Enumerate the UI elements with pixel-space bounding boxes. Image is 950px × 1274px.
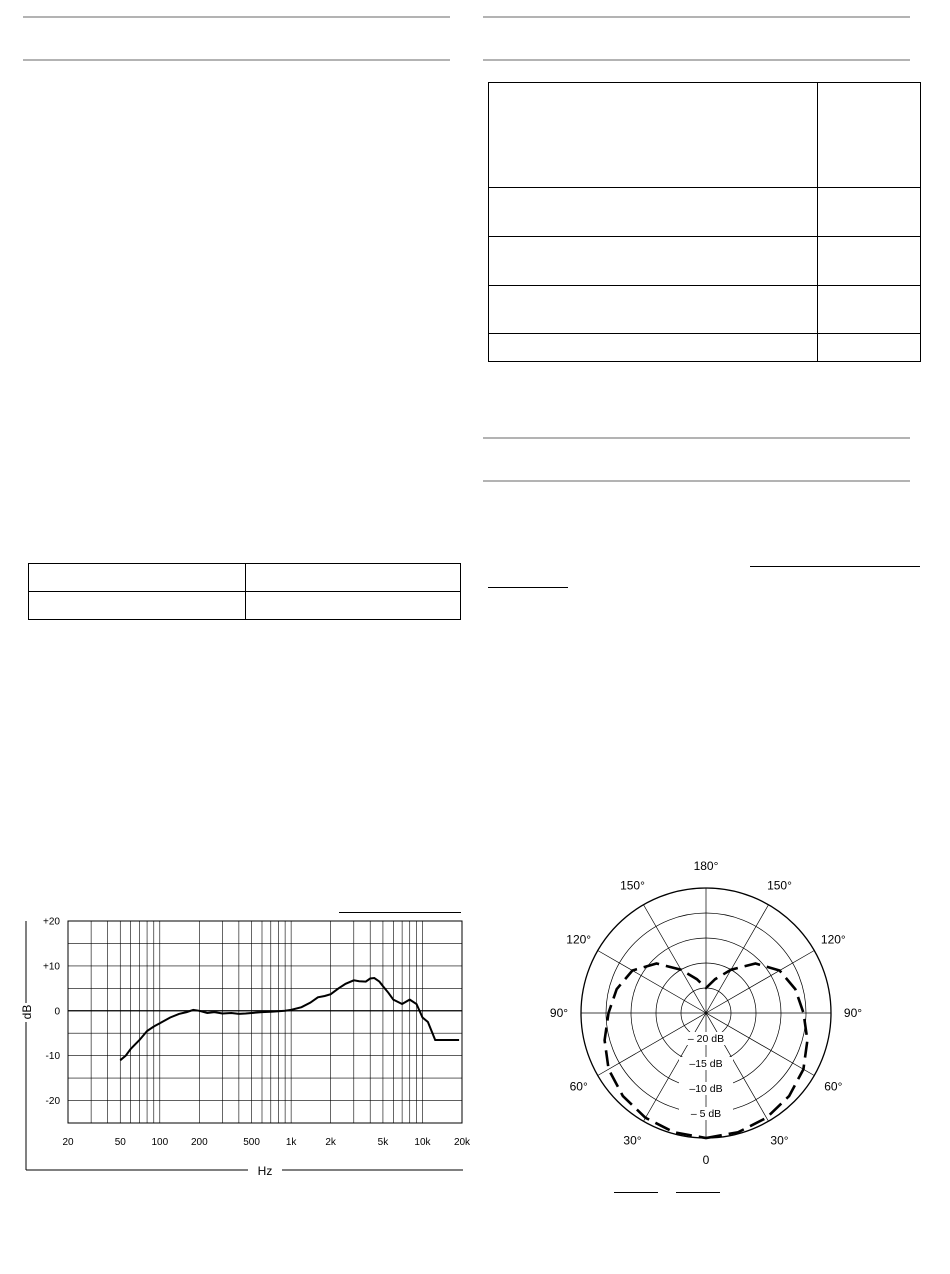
- polar-spoke: [644, 905, 707, 1013]
- x-tick-label: 20: [62, 1137, 74, 1148]
- x-tick-label: 20k: [453, 1137, 471, 1148]
- angle-label: 120°: [566, 932, 592, 947]
- angle-label: 30°: [770, 1133, 789, 1148]
- y-tick-label: -20: [45, 1096, 60, 1108]
- angle-label: 30°: [623, 1133, 642, 1148]
- angle-label: 60°: [824, 1079, 843, 1094]
- polar-spoke: [598, 951, 706, 1014]
- angle-label: 90°: [843, 1006, 863, 1020]
- y-tick-label: +20: [43, 916, 60, 928]
- x-tick-label: 200: [190, 1137, 208, 1148]
- polar-spoke: [706, 905, 769, 1013]
- y-axis-label: dB: [20, 1004, 34, 1020]
- x-tick-label: 10k: [414, 1137, 431, 1148]
- ring-label: –10 dB: [689, 1083, 723, 1095]
- ring-label: – 20 dB: [687, 1033, 725, 1045]
- angle-label: 150°: [767, 878, 792, 893]
- angle-label: 120°: [820, 932, 846, 947]
- x-tick-label: 5k: [377, 1137, 389, 1148]
- ring-label: –15 dB: [689, 1058, 723, 1070]
- ring-label: – 5 dB: [690, 1108, 722, 1120]
- x-tick-label: 500: [243, 1137, 260, 1148]
- y-tick-label: -10: [45, 1051, 60, 1063]
- angle-label: 60°: [569, 1079, 588, 1094]
- angle-label: 180°: [693, 859, 719, 873]
- x-axis-label: Hz: [257, 1164, 273, 1178]
- x-tick-label: 1k: [285, 1137, 297, 1148]
- y-tick-label: 0: [54, 1006, 60, 1018]
- angle-label: 0: [702, 1153, 710, 1167]
- polar-spoke: [706, 951, 814, 1014]
- x-tick-label: 2k: [325, 1137, 336, 1148]
- y-tick-label: +10: [43, 961, 60, 973]
- angle-label: 150°: [620, 878, 645, 893]
- x-tick-label: 100: [151, 1137, 169, 1148]
- x-tick-label: 50: [114, 1137, 126, 1148]
- angle-label: 90°: [549, 1006, 569, 1020]
